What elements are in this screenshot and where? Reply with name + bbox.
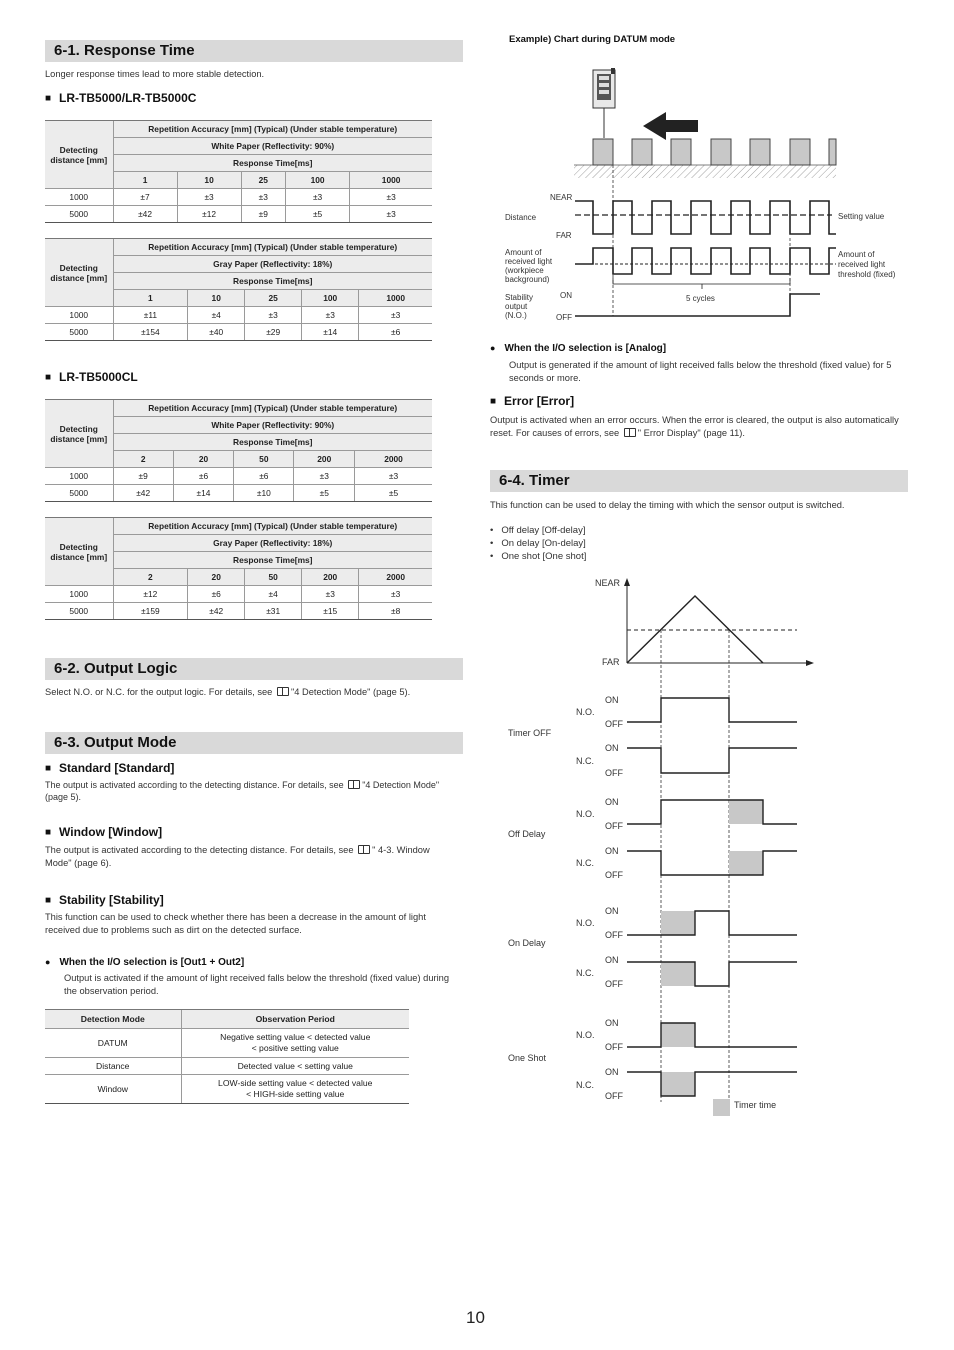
error-text-b: " Error Display" (page 11).	[637, 427, 745, 438]
hdr-repetition: Repetition Accuracy [mm] (Typical) (Under stable temperature)	[113, 121, 432, 138]
axis-arrow-up-icon	[624, 578, 630, 586]
table-row	[45, 1058, 409, 1075]
timer-shade	[661, 911, 695, 935]
sensor-icon	[593, 68, 615, 108]
cell: Distance	[45, 1058, 181, 1075]
timer-shade	[661, 1023, 695, 1047]
cell: 1000	[45, 189, 113, 206]
hdr-paper: White Paper (Reflectivity: 90%)	[113, 417, 432, 434]
error-text	[490, 414, 904, 439]
label-near: NEAR	[550, 193, 573, 202]
col-header: 50	[234, 451, 294, 468]
manual-book-icon	[358, 845, 370, 854]
col-header: 2000	[359, 569, 432, 586]
legend-timer-time: Timer time	[734, 1100, 777, 1110]
label-setting-value: Setting value	[838, 212, 885, 221]
list-item: • Off delay [Off-delay]	[490, 524, 586, 537]
cell: ±3	[350, 206, 432, 223]
label-off: OFF	[605, 979, 623, 989]
cell: ±159	[113, 603, 188, 620]
cycles-brace	[613, 278, 790, 284]
label-off: OFF	[556, 313, 572, 322]
table-row	[45, 586, 432, 603]
timer-label-near: NEAR	[595, 578, 621, 588]
page-number: 10	[466, 1308, 485, 1327]
standard-text	[45, 779, 455, 803]
cell: 5000	[45, 485, 113, 502]
hdr-detecting-distance: Detecting distance [mm]	[45, 239, 113, 307]
cell: 5000	[45, 324, 113, 341]
label-off: OFF	[605, 930, 623, 940]
section-title-response-time: 6-1. Response Time	[45, 40, 463, 62]
table-row	[45, 324, 432, 341]
cell: ±3	[241, 189, 285, 206]
hdr-repetition: Repetition Accuracy [mm] (Typical) (Under stable temperature)	[113, 239, 432, 256]
cell: ±14	[302, 324, 359, 341]
output-logic-text	[45, 686, 463, 699]
analog-text: Output is generated if the amount of light received falls below the threshold (fixed value) for 5 seconds or more.	[509, 360, 892, 383]
cell: ±3	[245, 307, 302, 324]
timer-off-nc-wave	[627, 748, 797, 773]
group-label-off-delay: Off Delay	[508, 829, 546, 839]
standard-text-b: "4 Detection Mode" (page 5).	[45, 780, 440, 802]
cell: ±42	[188, 603, 245, 620]
table-row	[45, 189, 432, 206]
cell: ±31	[245, 603, 302, 620]
cell: ±11	[113, 307, 188, 324]
window-heading: ■ Window [Window]	[45, 825, 162, 839]
cell: ±4	[188, 307, 245, 324]
cell: 5000	[45, 603, 113, 620]
label-on: ON	[605, 955, 619, 965]
label-nc: N.C.	[576, 1080, 594, 1090]
cell: 5000	[45, 206, 113, 223]
cell: ±9	[241, 206, 285, 223]
hdr-response-time: Response Time[ms]	[113, 273, 432, 290]
col-header: Observation Period	[181, 1010, 409, 1029]
cell: ±6	[234, 468, 294, 485]
label-off: OFF	[605, 719, 623, 729]
col-header: 1000	[350, 172, 432, 189]
col-header: 20	[188, 569, 245, 586]
col-header: 2000	[355, 451, 432, 468]
cell: ±6	[188, 586, 245, 603]
io-out1-out2-heading: ● When the I/O selection is [Out1 + Out2]	[45, 957, 244, 968]
cell: ±3	[294, 468, 355, 485]
off-delay-nc-wave	[627, 851, 797, 875]
cell: ±3	[302, 586, 359, 603]
cell: ±6	[359, 324, 432, 341]
label-stability-1: Stability	[505, 293, 534, 302]
cell: ±29	[245, 324, 302, 341]
table-row	[45, 206, 432, 223]
axis-arrow-right-icon	[806, 660, 814, 666]
col-header: 200	[294, 451, 355, 468]
col-header: 1	[113, 172, 177, 189]
response-table-4	[45, 517, 432, 620]
cell: ±12	[113, 586, 188, 603]
timer-chart	[500, 572, 820, 1122]
cell: ±3	[177, 189, 241, 206]
cell: Detected value < setting value	[181, 1058, 409, 1075]
manual-book-icon	[624, 428, 636, 437]
label-on: ON	[605, 846, 619, 856]
cell-line: < positive setting value	[251, 1043, 339, 1053]
timer-mode-list	[490, 524, 586, 563]
label-threshold-1: Amount of	[838, 250, 875, 259]
col-header: Detection Mode	[45, 1010, 181, 1029]
table-row	[45, 1075, 409, 1104]
section-title-output-mode: 6-3. Output Mode	[45, 732, 463, 754]
timer-shade	[729, 851, 763, 875]
table-row	[45, 468, 432, 485]
label-on: ON	[605, 695, 619, 705]
list-item: • One shot [One shot]	[490, 550, 586, 563]
hdr-repetition: Repetition Accuracy [mm] (Typical) (Under stable temperature)	[113, 518, 432, 535]
cell: ±5	[355, 485, 432, 502]
group-label-on-delay: On Delay	[508, 938, 546, 948]
observation-table	[45, 1009, 409, 1104]
off-delay-no-wave	[627, 800, 797, 824]
group-label-timer-off: Timer OFF	[508, 728, 552, 738]
standard-heading: ■ Standard [Standard]	[45, 761, 174, 775]
cell: ±42	[113, 485, 173, 502]
response-table-2	[45, 238, 432, 341]
label-amount-3: (workpiece	[505, 266, 544, 275]
label-stability-2: output	[505, 302, 528, 311]
label-on: ON	[605, 1067, 619, 1077]
label-far: FAR	[556, 231, 572, 240]
label-distance: Distance	[505, 213, 537, 222]
col-header: 10	[188, 290, 245, 307]
io-out1-out2-text: Output is activated if the amount of light received falls below the threshold (fixed value) during the observation period.	[64, 973, 449, 996]
hdr-repetition: Repetition Accuracy [mm] (Typical) (Under stable temperature)	[113, 400, 432, 417]
response-table-3	[45, 399, 432, 502]
cell: ±4	[245, 586, 302, 603]
list-item: • On delay [On-delay]	[490, 537, 586, 550]
table-row	[45, 307, 432, 324]
label-on: ON	[605, 797, 619, 807]
hdr-response-time: Response Time[ms]	[113, 552, 432, 569]
timer-distance-triangle	[627, 596, 763, 663]
cell: ±3	[302, 307, 359, 324]
timer-shade	[661, 962, 695, 986]
col-header: 10	[177, 172, 241, 189]
cell: ±3	[285, 189, 349, 206]
one-shot-no-wave	[627, 1023, 797, 1047]
hdr-detecting-distance: Detecting distance [mm]	[45, 400, 113, 468]
error-heading: ■ Error [Error]	[490, 394, 574, 408]
cell	[181, 1029, 409, 1058]
cell: 1000	[45, 468, 113, 485]
cell: Window	[45, 1075, 181, 1104]
cell: ±14	[173, 485, 233, 502]
response-time-intro: Longer response times lead to more stable detection.	[45, 69, 265, 79]
label-5-cycles: 5 cycles	[686, 294, 715, 303]
col-header: 200	[302, 569, 359, 586]
output-logic-text-b: "4 Detection Mode" (page 5).	[290, 687, 411, 697]
model-heading-a: ■ LR-TB5000/LR-TB5000C	[45, 91, 196, 105]
cell: 1000	[45, 307, 113, 324]
hdr-paper: Gray Paper (Reflectivity: 18%)	[113, 256, 432, 273]
col-header: 1	[113, 290, 188, 307]
cell: ±6	[173, 468, 233, 485]
label-no: N.O.	[576, 918, 595, 928]
col-header: 50	[245, 569, 302, 586]
col-header: 1000	[359, 290, 432, 307]
cell: ±10	[234, 485, 294, 502]
cell: ±5	[285, 206, 349, 223]
col-header: 20	[173, 451, 233, 468]
analog-heading: ● When the I/O selection is [Analog]	[490, 343, 666, 354]
cell	[181, 1075, 409, 1104]
legend-swatch	[713, 1099, 730, 1116]
manual-book-icon	[277, 687, 289, 696]
label-on: ON	[605, 906, 619, 916]
workpiece-row	[593, 139, 836, 165]
col-header: 2	[113, 569, 188, 586]
cell: ±3	[359, 307, 432, 324]
cell: ±12	[177, 206, 241, 223]
col-header: 2	[113, 451, 173, 468]
label-no: N.O.	[576, 809, 595, 819]
table-row	[45, 603, 432, 620]
label-off: OFF	[605, 821, 623, 831]
cell: ±3	[359, 586, 432, 603]
label-no: N.O.	[576, 1030, 595, 1040]
hdr-paper: Gray Paper (Reflectivity: 18%)	[113, 535, 432, 552]
label-on: ON	[560, 291, 572, 300]
label-off: OFF	[605, 1042, 623, 1052]
window-text	[45, 844, 455, 869]
received-light-wave	[575, 248, 836, 274]
timer-shade	[661, 1072, 695, 1096]
distance-wave	[575, 201, 836, 234]
col-header: 100	[285, 172, 349, 189]
datum-chart-caption: Example) Chart during DATUM mode	[509, 34, 676, 45]
cell-line: < HIGH-side setting value	[246, 1089, 345, 1099]
on-delay-nc-wave	[627, 962, 797, 986]
cell: ±154	[113, 324, 188, 341]
label-stability-3: (N.O.)	[505, 311, 527, 320]
label-off: OFF	[605, 768, 623, 778]
cell: DATUM	[45, 1029, 181, 1058]
stability-text: This function can be used to check whether there has been a decrease in the amount of light received due to problems such as dirt on the detected surface.	[45, 912, 426, 935]
table-row	[45, 485, 432, 502]
col-header: 25	[245, 290, 302, 307]
cell-line: Negative setting value < detected value	[220, 1032, 371, 1042]
group-label-one-shot: One Shot	[508, 1053, 547, 1063]
cell: ±9	[113, 468, 173, 485]
label-off: OFF	[605, 1091, 623, 1101]
timer-label-far: FAR	[602, 657, 620, 667]
datum-chart	[500, 58, 910, 328]
cell: 1000	[45, 586, 113, 603]
hdr-detecting-distance: Detecting distance [mm]	[45, 121, 113, 189]
section-title-output-logic: 6-2. Output Logic	[45, 658, 463, 680]
one-shot-nc-wave	[627, 1072, 797, 1096]
hdr-response-time: Response Time[ms]	[113, 434, 432, 451]
cell: ±5	[294, 485, 355, 502]
response-table-1	[45, 120, 432, 223]
label-no: N.O.	[576, 707, 595, 717]
hdr-detecting-distance: Detecting distance [mm]	[45, 518, 113, 586]
error-text-a: Output is activated when an error occurs. When the error is cleared, the output is also automatically reset. For causes of errors, see	[490, 415, 899, 438]
movement-arrow-icon	[643, 112, 698, 140]
label-nc: N.C.	[576, 756, 594, 766]
standard-text-a: The output is activated according to the detecting distance. For details, see	[45, 780, 347, 790]
label-amount-2: received light	[505, 257, 553, 266]
manual-book-icon	[348, 780, 360, 789]
label-amount-4: background)	[505, 275, 550, 284]
cell: ±7	[113, 189, 177, 206]
timer-intro: This function can be used to delay the timing with which the sensor output is switched.	[490, 500, 845, 510]
col-header: 100	[302, 290, 359, 307]
hdr-paper: White Paper (Reflectivity: 90%)	[113, 138, 432, 155]
window-text-b: " 4-3. Window Mode" (page 6).	[45, 845, 430, 868]
cell: ±42	[113, 206, 177, 223]
label-on: ON	[605, 743, 619, 753]
label-amount-1: Amount of	[505, 248, 542, 257]
label-nc: N.C.	[576, 968, 594, 978]
label-on: ON	[605, 1018, 619, 1028]
cell: ±8	[359, 603, 432, 620]
label-threshold-2: received light	[838, 260, 886, 269]
cell: ±40	[188, 324, 245, 341]
cell-line: LOW-side setting value < detected value	[218, 1078, 373, 1088]
section-title-timer: 6-4. Timer	[490, 470, 908, 492]
table-row	[45, 1029, 409, 1058]
window-text-a: The output is activated according to the detecting distance. For details, see	[45, 845, 357, 855]
timer-off-no-wave	[627, 698, 797, 722]
timer-shade	[729, 800, 763, 824]
on-delay-no-wave	[627, 911, 797, 935]
cell: ±3	[355, 468, 432, 485]
hdr-response-time: Response Time[ms]	[113, 155, 432, 172]
model-heading-b: ■ LR-TB5000CL	[45, 370, 138, 384]
output-logic-text-a: Select N.O. or N.C. for the output logic. For details, see	[45, 687, 275, 697]
label-nc: N.C.	[576, 858, 594, 868]
cell: ±15	[302, 603, 359, 620]
col-header: 25	[241, 172, 285, 189]
cell: ±3	[350, 189, 432, 206]
stability-heading: ■ Stability [Stability]	[45, 893, 164, 907]
label-threshold-3: threshold (fixed)	[838, 270, 896, 279]
label-off: OFF	[605, 870, 623, 880]
